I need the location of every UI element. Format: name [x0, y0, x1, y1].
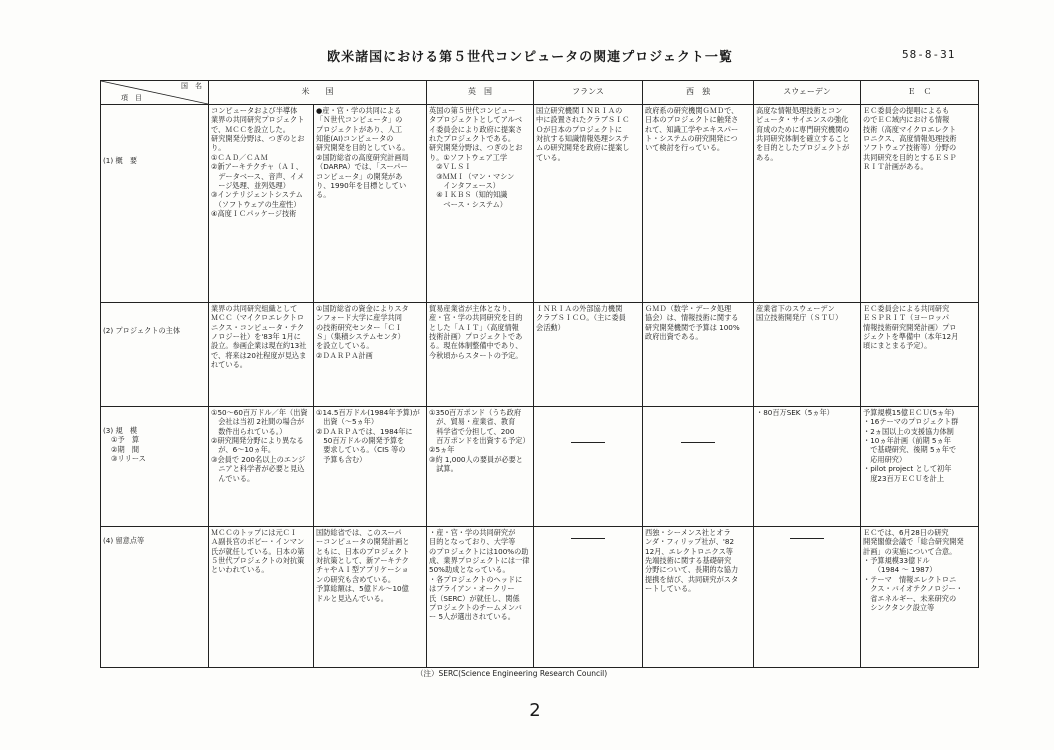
cell-text-line: 会社は当初 2社間の場合が — [211, 417, 305, 427]
cell-text-line: れている。 — [211, 360, 247, 370]
cell-text-line: を設立している。 — [316, 341, 374, 351]
cell-text-line: 産業省下のスウェーデン — [756, 304, 835, 313]
corner-item-label: 項 目 — [121, 93, 142, 102]
cell-text-line: ジェクトを準備中（本年12月 — [863, 332, 959, 342]
cell-text-line: といわれている。 — [211, 565, 269, 575]
cell-overview-ec — [861, 105, 979, 303]
cell-text-line: 技術計画）プロジェクトであ — [429, 332, 523, 342]
cell-text-line: んでいる。 — [211, 473, 255, 483]
cell-text-line: 情報技術研究開発計画）プロ — [863, 322, 957, 332]
cell-text-line: ＲＩＴ計画がある。 — [863, 162, 928, 172]
cell-text-line: ・テーマ 情報エレクトロニ — [863, 574, 957, 584]
cell-text-line: ①ＣＡＤ／ＣＡＭ — [211, 152, 268, 162]
cell-text-line: り、1990年を目標としてい — [316, 180, 407, 190]
cell-text-line: 貿易産業省が主体となり、 — [429, 304, 516, 313]
cell-text-line: 成、業界プロジェクトには一律 — [429, 556, 530, 566]
cell-text-line: 共同研究体制を確立すること — [756, 134, 850, 144]
cell-text-line: 研究開発機関で予算は 100% — [645, 322, 740, 332]
column-header-france: フランス — [534, 81, 643, 105]
cell-text-line: クス・バイオテクノロジー・ — [863, 584, 963, 594]
cell-text-line: ある。 — [756, 152, 778, 162]
cell-text-line: 高度な情報処理技術とコン — [756, 106, 843, 115]
cell-text-line: タプロジェクトとしてアルベ — [429, 115, 523, 125]
cell-text-line: シンクタンク設立等 — [863, 602, 935, 612]
column-header-us: 米 国 — [209, 81, 427, 105]
cell-text-line: 予算も含む） — [316, 454, 367, 464]
cell-text-line: ③インテリジェントシステム — [211, 190, 303, 200]
cell-text-line: 提携を結び、共同研究がスタ — [645, 574, 739, 584]
cell-text-line: Ｓ」（集積システムセンタ） — [316, 332, 405, 342]
cell-text-line: 氏（SERC）が就任し、関係 — [429, 593, 520, 603]
cell-notes-ec — [861, 527, 979, 668]
cell-text-line: で、ＭＣＣを設立した。 — [211, 124, 290, 134]
dash-mark — [571, 442, 605, 443]
row-label-project-body — [101, 303, 209, 407]
cell-text-line: コンピュータおよび半導体 — [211, 106, 298, 115]
cell-text-line: いて検討を行っている。 — [645, 143, 725, 153]
cell-text-line: ④高度ＩＣパッケージ技術 — [211, 208, 297, 218]
cell-text-line: ●産・官・学の共同による — [316, 106, 402, 115]
cell-text-line: ソフトウェア技術等）分野の — [863, 143, 957, 153]
cell-text-line: る。 — [316, 190, 331, 200]
cell-body-us-industry — [209, 303, 314, 407]
cell-text-line: が、6～10ヵ年。 — [211, 445, 276, 455]
cell-text-line: 目的となっており、大学等 — [429, 537, 516, 547]
projects-table — [100, 80, 979, 668]
cell-text-line: ②ＤＡＲＰＡでは、1984年に — [316, 426, 413, 436]
cell-text-line: 要求している。（CIS 等の — [316, 445, 406, 455]
cell-text-line: （ソフトウェアの生産性） — [211, 199, 301, 209]
cell-text-line: 研究開発分野は、つぎのとお — [211, 134, 305, 144]
cell-text-line: ・2ヵ国以上の支援協力体制 — [863, 426, 954, 436]
cell-text-line: 度23百万ＥＣＵを計上 — [863, 473, 945, 483]
cell-text-line: 業界の共同研究組織として — [211, 304, 298, 313]
row-label-text: (4) 留意点等 — [103, 536, 145, 545]
cell-scale-uk — [427, 407, 534, 527]
cell-text-line: 業界の共同研究プロジェクト — [211, 115, 305, 125]
table-header-row — [101, 81, 979, 105]
cell-text-line: ニクス・コンピュータ・テク — [211, 322, 305, 332]
cell-text-line: ②5ヵ年 — [429, 445, 455, 455]
cell-overview-sweden — [754, 105, 861, 303]
cell-text-line: ＭＣＣのトップには元ＣＩ — [211, 528, 298, 537]
cell-text-line: 50%助成となっている。 — [429, 565, 510, 575]
cell-text-line: ②ＶＬＳＩ — [429, 162, 472, 172]
cell-text-line: 英国の第５世代コンピュー — [429, 106, 516, 115]
cell-text-line: 百万ポンドを出資する予定） — [429, 436, 530, 446]
cell-text-line: ②新アーキテクチャ（ＡＩ、 — [211, 162, 303, 172]
cell-text-line: ＥＣ委員会による共同研究 — [863, 304, 950, 313]
cell-text-line: クラブＳＩＣＯ。（主に委員 — [536, 313, 626, 323]
cell-text-line: ーコンピュータの開発計画と — [316, 537, 410, 547]
cell-notes-us-industry — [209, 527, 314, 668]
cell-text-line: のプロジェクトには100%の助 — [429, 546, 529, 556]
cell-text-line: ロニクス、高度情報処理技術 — [863, 134, 957, 144]
cell-text-line: ＥＳＰＲＩＴ（ヨーロッパ — [863, 313, 950, 323]
cell-text-line: とした「ＡＩＴ」（高度情報 — [429, 322, 519, 332]
cell-overview-germany — [643, 105, 754, 303]
cell-text-line: 試算。 — [429, 464, 458, 474]
cell-text-line: で、将来は20社程度が見込ま — [211, 350, 307, 360]
cell-text-line: 氏が就任している。日本の第 — [211, 546, 305, 556]
cell-text-line: 分野について、長期的な協力 — [645, 565, 739, 575]
table-row-project-body — [101, 303, 979, 407]
cell-text-line: ニアと科学者が必要と見込 — [211, 464, 305, 474]
cell-text-line: 12月、エレクトロニクス等 — [645, 546, 733, 556]
cell-text-line: 協会）は、情報技術に関する — [645, 313, 739, 323]
cell-text-line: ている。 — [536, 152, 565, 162]
cell-notes-uk — [427, 527, 534, 668]
cell-text-line: ンの研究も含めている。 — [316, 574, 396, 584]
cell-text-line: ムの研究開発を政府に提案し — [536, 143, 630, 153]
cell-text-line: ④ＩＫＢＳ（知的知識 — [429, 190, 508, 200]
row-sublabel-budget: ①予 算 — [111, 435, 140, 445]
cell-text-line: ドルと見込んでいる。 — [316, 593, 388, 603]
cell-text-line: 今秋頃からスタートの予定。 — [429, 350, 523, 360]
cell-text-line: ンフォード大学に産学共同 — [316, 313, 402, 323]
cell-text-line: 対抗する知識情報処理システ — [536, 134, 630, 144]
cell-text-line: る。現在体制整備中であり、 — [429, 341, 523, 351]
cell-text-line: り。 — [211, 143, 226, 153]
cell-body-france — [534, 303, 643, 407]
cell-text-line: インタフェース） — [429, 180, 500, 190]
corner-country-label: 国 名 — [181, 82, 202, 90]
cell-text-line: ノロジー社）を'83年 1月に — [211, 332, 301, 342]
cell-body-ec — [861, 303, 979, 407]
cell-text-line: （1984 ～ 1987） — [863, 565, 937, 575]
cell-text-line: ①350百万ポンド（うち政府 — [429, 408, 522, 417]
cell-text-line: 産・官・学の共同研究を目的 — [429, 313, 523, 323]
table-row-scale — [101, 407, 979, 527]
cell-text-line: 会活動） — [536, 322, 565, 332]
cell-text-line: はブライアン・オークリー — [429, 584, 515, 594]
cell-text-line: ベース・システム） — [429, 199, 507, 209]
cell-text-line: ③会員で 200名以上のエンジ — [211, 454, 306, 464]
cell-overview-france — [534, 105, 643, 303]
column-header-ec: Ｅ Ｃ — [861, 81, 979, 105]
column-header-germany: 西 独 — [643, 81, 754, 105]
cell-text-line: 先端技術に関する基礎研究 — [645, 556, 732, 566]
row-sublabel-release: ③リリース — [111, 454, 146, 464]
cell-text-line: プロジェクトのチームメンバ — [429, 602, 522, 612]
cell-text-line: 数件出られている。） — [211, 426, 287, 436]
cell-scale-ec — [861, 407, 979, 527]
cell-text-line: Ｏが日本のプロジェクトに — [536, 124, 623, 134]
cell-text-line: ＧＭＤ（数学・データ処理 — [645, 304, 732, 313]
cell-text-line: 頃にまとまる予定）。 — [863, 341, 932, 351]
cell-text-line: Ａ副長官のボビー・インマン — [211, 537, 305, 547]
cell-text-line: 開発閣僚会議で「総合研究開発 — [863, 537, 964, 547]
cell-text-line: コンピュータ」の開発があ — [316, 171, 403, 181]
dash-mark — [571, 538, 605, 539]
cell-text-line: ５世代プロジェクトの対抗策 — [211, 556, 305, 566]
cell-text-line: 研究開発を目的としている。 — [316, 143, 410, 153]
page-title: 欧米諸国における第５世代コンピュータの関連プロジェクト一覧 — [327, 50, 733, 65]
row-label-scale — [101, 407, 209, 527]
cell-body-us-government — [314, 303, 427, 407]
cell-scale-germany — [643, 407, 754, 527]
cell-text-line: 知能(AI)コンピュータの — [316, 134, 394, 144]
column-header-uk: 英 国 — [427, 81, 534, 105]
cell-text-line: 「Ｎ世代コンピュータ」の — [316, 115, 403, 125]
column-header-sweden: スウェーデン — [754, 81, 861, 105]
table-row-notes — [101, 527, 979, 668]
cell-text-line: ①国防総省の資金によりスタ — [316, 304, 409, 313]
cell-text-line: ・各プロジェクトのヘッドに — [429, 574, 523, 584]
cell-text-line: 対抗策として、新アーキテク — [316, 556, 409, 566]
cell-notes-sweden — [754, 527, 861, 668]
cell-text-line: ートしている。 — [645, 584, 696, 594]
cell-overview-us-government — [314, 105, 427, 303]
cell-text-line: 予算総額は、5億ドル～10億 — [316, 584, 409, 594]
cell-text-line: 研究開発分野は、つぎのとお — [429, 143, 523, 153]
cell-text-line: ージ処理、並列処理） — [211, 180, 290, 190]
cell-text-line: が、貿易・産業省、教育 — [429, 417, 516, 427]
cell-text-line: 国立研究機関ＩＮＲＩＡの — [536, 106, 623, 115]
cell-overview-us-industry — [209, 105, 314, 303]
cell-text-line: を目的としたプロジェクトが — [756, 143, 850, 153]
cell-body-uk — [427, 303, 534, 407]
cell-notes-germany — [643, 527, 754, 668]
row-sublabel-period: ②期 間 — [111, 444, 140, 454]
cell-body-sweden — [754, 303, 861, 407]
cell-text-line: ②国防総省の高度研究計画局 — [316, 152, 409, 162]
cell-text-line: チャやＡＩ型アプリケーショ — [316, 565, 409, 575]
cell-text-line: ・10ヵ年計画（前期 5ヵ年 — [863, 436, 951, 446]
dash-mark — [681, 442, 715, 443]
cell-text-line: のでＥＣ域内における情報 — [863, 115, 950, 125]
cell-text-line: 省エネルギー、未来研究の — [863, 593, 957, 603]
cell-text-line: 出資（～5ヵ年） — [316, 417, 379, 427]
cell-scale-us-industry — [209, 407, 314, 527]
cell-text-line: ・16テーマのプロジェクト群 — [863, 417, 959, 427]
cell-text-line: ③約 1,000人の要員が必要と — [429, 454, 523, 464]
cell-text-line: 設立。参画企業は現在約13社 — [211, 341, 307, 351]
cell-text-line: ンダ・フィリップ社が、'82 — [645, 537, 735, 547]
cell-text-line: 国防総省では、このスーパ — [316, 528, 402, 537]
cell-text-line: ともに、日本のプロジェクト — [316, 546, 410, 556]
cell-text-line: 計画」の実施について合意。 — [863, 546, 957, 556]
cell-text-line: ト・システムの研究開発につ — [645, 134, 738, 144]
row-label-text: (2) プロジェクトの主体 — [103, 326, 181, 335]
cell-text-line: 政府出資である。 — [645, 332, 703, 342]
cell-text-line: ＥＣ委員会の提唱によるも — [863, 106, 950, 115]
cell-text-line: 日本のプロジェクトに触発さ — [645, 115, 739, 125]
cell-text-line: 予算規模15億ＥＣＵ(5ヵ年) — [863, 408, 955, 417]
cell-text-line: イ委員会により政府に提案さ — [429, 124, 523, 134]
cell-text-line: データベース、音声、イメ — [211, 171, 305, 181]
cell-text-line: ①50～60百万ドル／年（出資 — [211, 408, 308, 417]
footnote: （注）SERC(Science Engineering Research Council) — [416, 669, 608, 678]
cell-text-line: れて、知識工学やエキスパー — [645, 124, 739, 134]
cell-text-line: プロジェクトがあり、人工 — [316, 124, 403, 134]
cell-text-line: （DARPA）では、「スーパー — [316, 162, 408, 172]
cell-text-line: ・産・官・学の共同研究が — [429, 528, 516, 537]
cell-overview-uk — [427, 105, 534, 303]
cell-text-line: 中に設置されたクラブＳＩＣ — [536, 115, 630, 125]
cell-body-germany — [643, 303, 754, 407]
page-number: 2 — [529, 700, 541, 721]
cell-text-line: 国立技術開発庁（ＳＴＵ） — [756, 313, 843, 323]
cell-text-line: 科学省で分担して、200 — [429, 426, 515, 436]
dash-mark — [790, 538, 824, 539]
cell-text-line: で基礎研究、後期 5ヵ年で — [863, 445, 957, 455]
cell-text-line: ・予算規模33億ドル — [863, 556, 930, 566]
cell-text-line: の技術研究センター「ＣＩ — [316, 322, 402, 332]
cell-text-line: 技術（高度マイクロエレクト — [863, 124, 957, 134]
cell-text-line: ＭＣＣ（マイクロエレクトロ — [211, 313, 305, 323]
cell-text-line: 政府系の研究機関ＧＭＤで、 — [645, 106, 739, 115]
cell-text-line: ピュータ・サイエンスの強化 — [756, 115, 849, 125]
cell-text-line: 応用研究） — [863, 454, 907, 464]
row-label-text: (3) 規 模 — [103, 426, 138, 435]
cell-text-line: ・80百万SEK（5ヵ年） — [756, 408, 834, 417]
cell-scale-sweden — [754, 407, 861, 527]
cell-text-line: ①14.5百万ドル(1984年予算)が — [316, 408, 420, 417]
cell-text-line: 50百万ドルの開発予算を — [316, 436, 405, 446]
cell-scale-us-government — [314, 407, 427, 527]
cell-text-line: ＥＣでは、6月28日の研究 — [863, 528, 949, 537]
row-label-overview — [101, 105, 209, 303]
cell-text-line: 西独・シーメンス社とオラ — [645, 528, 731, 537]
table-row-overview — [101, 105, 979, 303]
cell-text-line: ・pilot project として初年 — [863, 464, 952, 474]
cell-text-line: ③ＭＭＩ（マン・マシン — [429, 171, 515, 181]
cell-text-line: ＩＮＲＩＡの外部協力機関 — [536, 304, 623, 313]
cell-text-line: ②研究開発分野により異なる — [211, 436, 304, 446]
cell-text-line: ②ＤＡＲＰＡ計画 — [316, 350, 373, 360]
cell-text-line: ー 5人が選出されている。 — [429, 612, 515, 622]
cell-text-line: 共同研究を目的とするＥＳＰ — [863, 152, 957, 162]
cell-text-line: 育成のために専門研究機関の — [756, 124, 850, 134]
cell-notes-france — [534, 527, 643, 668]
row-label-text: (1) 概 要 — [103, 156, 138, 165]
cell-notes-us-government — [314, 527, 427, 668]
row-label-notes — [101, 527, 209, 668]
document-number: 58-8-31 — [902, 48, 956, 61]
cell-text-line: れたプロジェクトである。 — [429, 134, 516, 144]
cell-text-line: り。①ソフトウェア工学 — [429, 152, 508, 162]
header-corner-cell — [101, 81, 209, 105]
cell-scale-france — [534, 407, 643, 527]
